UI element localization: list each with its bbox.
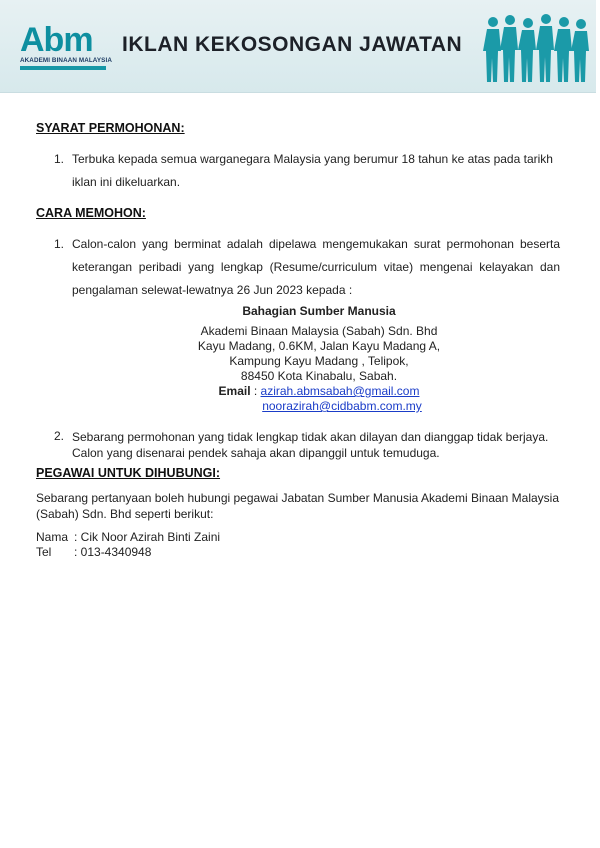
name-label: Nama: [36, 530, 69, 544]
pegawai-line-1: Sebarang pertanyaan boleh hubungi pegawai Jabatan Sumber Manusia Akademi Binaan Malaysia: [36, 491, 560, 505]
page-title: IKLAN KEKOSONGAN JAWATAN: [122, 33, 463, 56]
syarat-line-1: Terbuka kepada semua warganegara Malaysia yang berumur 18 tahun ke atas pada tarikh: [72, 152, 553, 166]
email-link-1[interactable]: azirah.abmsabah@gmail.com: [260, 384, 420, 398]
address-line-3: Kampung Kayu Madang , Telipok,: [229, 354, 409, 368]
cara-item-1-number: 1.: [54, 237, 65, 251]
contact-name-row: [36, 530, 220, 544]
email-separator: :: [250, 384, 261, 398]
cara-item-2-line-2: Calon yang disenarai pendek sahaja akan dipanggil untuk temuduga.: [72, 446, 440, 460]
syarat-item-number: 1.: [54, 152, 65, 166]
email-row: [196, 384, 442, 399]
address-line-4: 88450 Kota Kinabalu, Sabah.: [240, 369, 398, 383]
pegawai-line-2: (Sabah) Sdn. Bhd seperti berikut:: [36, 507, 214, 521]
cara-item-2-number: 2.: [54, 429, 65, 443]
heading-cara: CARA MEMOHON:: [36, 206, 146, 220]
address-line-2: Kayu Madang, 0.6KM, Jalan Kayu Madang A,: [197, 339, 441, 353]
address-line-1: Akademi Binaan Malaysia (Sabah) Sdn. Bhd: [200, 324, 438, 338]
email-link-2[interactable]: noorazirah@cidbabm.com.my: [262, 399, 422, 413]
cara-item-2-text: [72, 425, 560, 461]
email-label: Email: [218, 384, 251, 398]
department-name: Bahagian Sumber Manusia: [242, 304, 396, 318]
cara-line-2: keterangan peribadi yang lengkap (Resume/curriculum vitae) mengenai kelayakan dan: [72, 260, 560, 274]
cara-item-2-line-1: Sebarang permohonan yang tidak lengkap tidak akan dilayan dan dianggap tidak berjaya.: [72, 430, 549, 444]
heading-syarat: SYARAT PERMOHONAN:: [36, 121, 185, 135]
contact-tel-row: [36, 545, 151, 559]
syarat-item-text: [72, 148, 556, 194]
logo-subtext: AKADEMI BINAAN MALAYSIA: [20, 57, 112, 64]
tel-label: Tel: [36, 545, 52, 559]
pegawai-text: [36, 488, 576, 522]
syarat-line-2: iklan ini dikeluarkan.: [72, 175, 181, 189]
cara-line-3: pengalaman selewat-lewatnya 26 Jun 2023 kepada :: [72, 283, 353, 297]
cara-item-1-text: [72, 233, 560, 302]
heading-pegawai: PEGAWAI UNTUK DIHUBUNGI:: [36, 466, 221, 480]
email-row-2: [196, 399, 442, 414]
logo-text: Abm: [20, 21, 93, 59]
tel-value: : 013-4340948: [74, 545, 152, 559]
name-value: : Cik Noor Azirah Binti Zaini: [74, 530, 221, 544]
cara-line-1: Calon-calon yang berminat adalah dipelawa mengemukakan surat permohonan beserta: [72, 237, 560, 251]
address-block: [196, 324, 442, 414]
